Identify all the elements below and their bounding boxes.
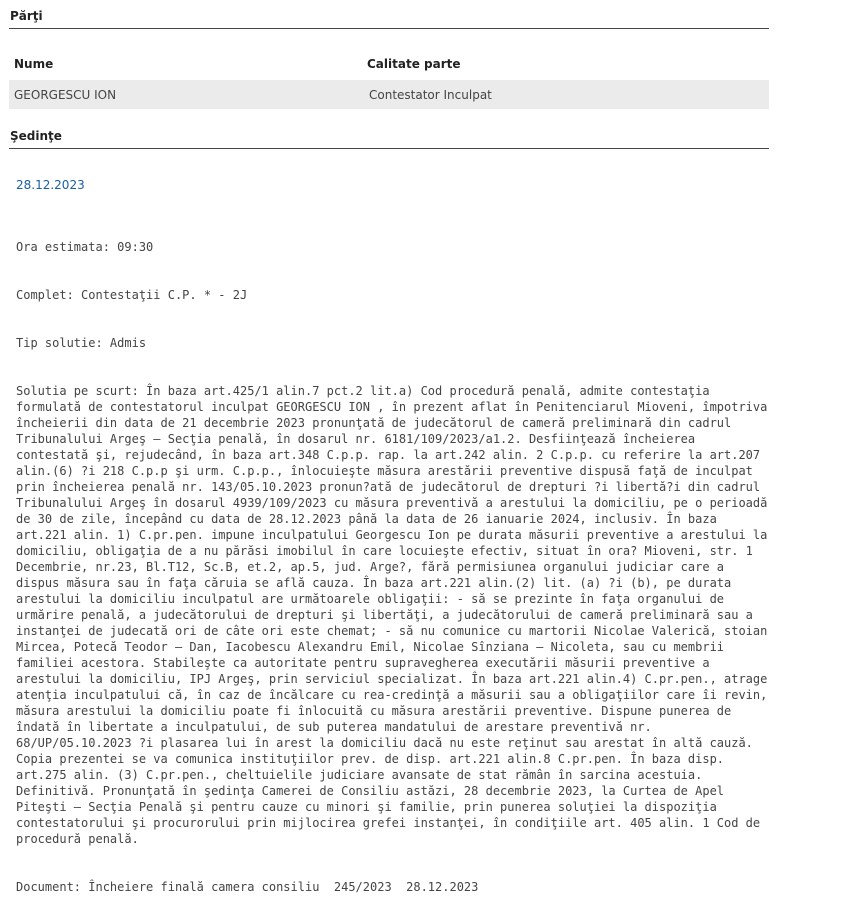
- cell-calitate-parte: Contestator Inculpat: [369, 88, 492, 102]
- parti-title: Părţi: [10, 9, 43, 23]
- table-row: [9, 80, 769, 109]
- document-info: Document: Încheiere finală camera consiliu 245/2023 28.12.2023: [16, 880, 479, 894]
- sedinte-title: Şedinţe: [10, 129, 62, 143]
- complet: Complet: Contestaţii C.P. * - 2J: [16, 288, 248, 302]
- session-details: [16, 207, 775, 911]
- parti-table: [9, 50, 769, 109]
- solutie-pe-scurt: Solutia pe scurt: În baza art.425/1 alin.7 pct.2 lit.a) Cod procedură penală, admite contestaţia formulată de contestatorul inculpat GEORGESCU ION , în prezent aflat în Penitenciarul Mioveni, împotriva încheierii din data de 21 decembrie 2023 pronunţată de judecătorul de cameră preliminară din cadrul Tribunalului Argeş – Secţia penală, în dosarul nr. 6181/109/2023/a1.2. Desfiinţează încheierea contestată şi, rejudecând, în baza art.348 C.p.p. rap. la art.242 alin. 2 C.p.p. cu referire la art.207 alin.(6) ?i 218 C.p.p şi urm. C.p.p., înlocuieşte măsura arestării preventive dispusă faţă de inculpat prin încheierea penală nr. 143/05.10.2023 pronun?ată de judecătorul de drepturi ?i libertă?i din cadrul Tribunalului Argeş în dosarul 4939/109/2023 cu măsura preventivă a arestului la domiciliu, pe o perioadă de 30 de zile, începând cu data de 28.12.2023 până la data de 26 ianuarie 2024, inclusiv. În baza art.221 alin. 1) C.pr.pen. impune inculpatului Georgescu Ion pe durata măsurii preventive a arestului la domiciliu, obligaţia de a nu părăsi imobilul în care locuieşte efectiv, situat în ora? Mioveni, str. 1 Decembrie, nr.23, Bl.T12, Sc.B, et.2, ap.5, jud. Arge?, fără permisiunea organului judiciar care a dispus măsura sau în faţa căruia se află cauza. În baza art.221 alin.(2) lit. (a) ?i (b), pe durata arestului la domiciliu inculpatul are următoarele obligaţii: - să se prezinte în faţa organului de urmărire penală, a judecătorului de drepturi şi libertăţi, a judecătorului de cameră preliminară sau a instanţei de judecată ori de câte ori este chemat; - să nu comunice cu martorii Nicolae Valerică, stoian Mircea, Potecă Teodor – Dan, Iacobescu Alexandru Emil, Nicolae Sînziana – Nicoleta, sau cu membrii familiei acestora. Stabileşte ca autoritate pentru supravegherea executării măsurii preventive a arestului la domiciliu, IPJ Argeş, prin serviciul specializat. În baza art.221 alin.4) C.pr.pen., atrage atenţia inculpatului că, în caz de încălcare cu rea-credinţă a măsurii sau a obligaţiilor care îi revin, măsura arestului la domiciliu poate fi înlocuită cu măsura arestării preventive. Dispune punerea de îndată în libertate a inculpatului, de sub puterea mandatului de arestare preventivă nr. 68/UP/05.10.2023 ?i plasarea lui în arest la domiciliu dacă nu este reţinut sau arestat în altă cauză. Copia prezentei se va comunica instituţiilor prev. de disp. art.221 alin.8 C.pr.pen. În baza disp. art.275 alin. (3) C.pr.pen., cheltuielile judiciare avansate de stat rămân în sarcina acestuia. Definitivă. Pronunţată în şedinţa Camerei de Consiliu astăzi, 28 decembrie 2023, la Curtea de Apel Piteşti – Secţia Penală şi pentru cauze cu minori şi familie, prin punerea soluţiei la dispoziţia contestatorului şi procurorului prin mijlocirea grefei instanţei, în condiţiile art. 405 alin. 1 Cod de procedură penală.: [16, 384, 775, 846]
- parti-table-header: [9, 50, 769, 80]
- ora-estimata: Ora estimata: 09:30: [16, 240, 154, 254]
- sedinte-divider: [9, 148, 769, 149]
- parti-divider: [9, 28, 769, 29]
- cell-nume: GEORGESCU ION: [14, 88, 117, 102]
- tip-solutie: Tip solutie: Admis: [16, 336, 147, 350]
- session-date-link[interactable]: 28.12.2023: [16, 178, 85, 192]
- header-nume: Nume: [14, 57, 54, 71]
- header-calitate-parte: Calitate parte: [367, 57, 461, 71]
